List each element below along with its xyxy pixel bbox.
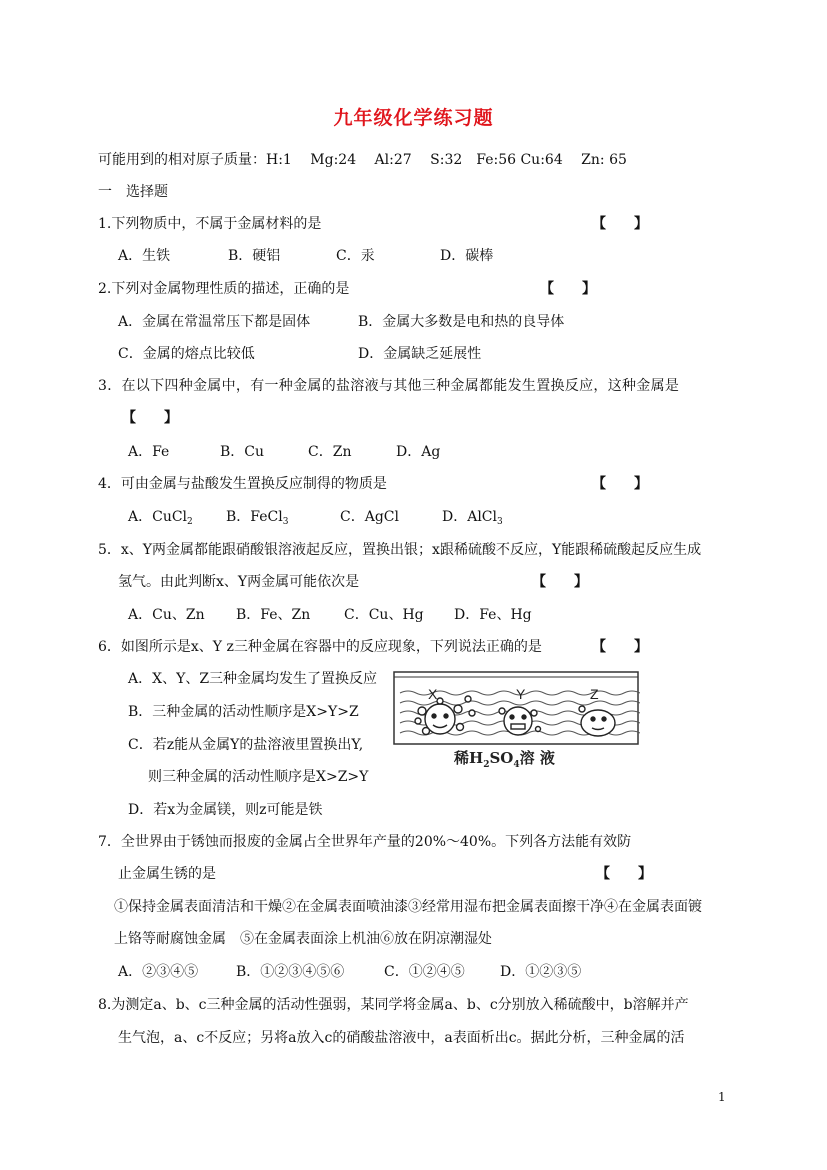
- q1-option-b: B．硬铝: [228, 248, 281, 264]
- q7-option-b: B．①②③④⑤⑥: [236, 964, 345, 980]
- q7-stem-line1: 7．全世界由于锈蚀而报废的金属占全世界年产量的20%～40%。下列各方法能有效防: [98, 834, 632, 850]
- q2-option-d: D．金属缺乏延展性: [358, 346, 482, 362]
- atomic-masses: 可能用到的相对原子质量：H:1 Mg:24 Al:27 S:32 Fe:56 Cu:64 Zn: 65: [98, 152, 627, 168]
- q5-option-c: C．Cu、Hg: [344, 607, 424, 623]
- q6-option-b: B．三种金属的活动性顺序是X>Y>Z: [128, 704, 359, 720]
- section-heading: 一 选择题: [98, 184, 168, 200]
- page-number: 1: [718, 1090, 726, 1104]
- q5-answer-bracket: 【 】: [532, 574, 588, 590]
- q5-option-b: B．Fe、Zn: [236, 607, 311, 623]
- q7-methods-line1: ①保持金属表面清洁和干燥②在金属表面喷油漆③经常用湿布把金属表面擦干净④在金属表面镀: [114, 899, 702, 915]
- q4-option-a: A．CuCl$_2$: [128, 509, 193, 527]
- q2-option-c: C．金属的熔点比较低: [118, 346, 255, 362]
- q6-option-d: D．若x为金属镁，则z可能是铁: [128, 802, 323, 818]
- q8-stem-line1: 8.为测定a、b、c三种金属的活动性强弱，某同学将金属a、b、c分别放入稀硫酸中，b溶解并产: [98, 997, 689, 1013]
- q1-answer-bracket: 【 】: [592, 216, 648, 232]
- q5-option-d: D．Fe、Hg: [454, 607, 532, 623]
- q5-stem-line2: 氢气。由此判断x、Y两金属可能依次是: [118, 574, 360, 590]
- q7-option-d: D．①②③⑤: [500, 964, 582, 980]
- q3-answer-bracket: 【 】: [122, 410, 178, 426]
- q7-option-c: C．①②④⑤: [384, 964, 465, 980]
- q2-stem: 2.下列对金属物理性质的描述，正确的是: [98, 281, 350, 297]
- q4-stem: 4．可由金属与盐酸发生置换反应制得的物质是: [98, 476, 387, 492]
- q3-option-d: D．Ag: [396, 444, 441, 460]
- q4-option-d: D．AlCl$_3$: [442, 509, 503, 527]
- q1-option-d: D．碳棒: [440, 248, 494, 264]
- q6-answer-bracket: 【 】: [592, 639, 648, 655]
- q3-option-b: B．Cu: [220, 444, 265, 460]
- q4-answer-bracket: 【 】: [592, 476, 648, 492]
- q7-option-a: A．②③④⑤: [118, 964, 199, 980]
- q2-option-b: B．金属大多数是电和热的良导体: [358, 314, 565, 330]
- q7-answer-bracket: 【 】: [596, 866, 652, 882]
- q1-option-c: C．汞: [336, 248, 375, 264]
- q2-answer-bracket: 【 】: [540, 281, 596, 297]
- q3-stem: 3．在以下四种金属中，有一种金属的盐溶液与其他三种金属都能发生置换反应，这种金属是: [98, 378, 680, 394]
- q1-stem: 1.下列物质中，不属于金属材料的是: [98, 216, 322, 232]
- q5-option-a: A．Cu、Zn: [128, 607, 205, 623]
- figure-label-x: X: [428, 686, 438, 702]
- q7-methods-line2: 上铬等耐腐蚀金属 ⑤在金属表面涂上机油⑥放在阴凉潮湿处: [114, 931, 492, 947]
- q2-option-a: A．金属在常温常压下都是固体: [118, 314, 311, 330]
- page-title: 九年级化学练习题: [333, 107, 494, 129]
- q6-option-c-line1: C．若z能从金属Y的盐溶液里置换出Y,: [128, 737, 364, 753]
- q3-option-c: C．Zn: [308, 444, 352, 460]
- figure-label-y: Y: [516, 686, 526, 702]
- q5-stem-line1: 5．x、Y两金属都能跟硝酸银溶液起反应，置换出银；x跟稀硫酸不反应，Y能跟稀硫酸起反应生成: [98, 542, 702, 558]
- reaction-container-figure: [392, 669, 640, 769]
- figure-label-z: Z: [590, 686, 599, 702]
- figure-caption: 稀$H_2SO_4$溶 液: [454, 749, 555, 769]
- q7-stem-line2: 止金属生锈的是: [118, 866, 216, 882]
- q4-option-c: C．AgCl: [340, 509, 399, 525]
- q6-stem: 6．如图所示是x、Y z三种金属在容器中的反应现象，下列说法正确的是: [98, 639, 542, 655]
- q4-option-b: B．FeCl$_3$: [226, 509, 289, 527]
- q3-option-a: A．Fe: [128, 444, 170, 460]
- q6-option-a: A．X、Y、Z三种金属均发生了置换反应: [128, 671, 378, 687]
- q6-option-c-line2: 则三种金属的活动性顺序是X>Z>Y: [148, 769, 369, 785]
- q8-stem-line2: 生气泡，a、c不反应；另将a放入c的硝酸盐溶液中，a表面析出c。据此分析，三种金属的活: [118, 1030, 685, 1046]
- q1-option-a: A．生铁: [118, 248, 171, 264]
